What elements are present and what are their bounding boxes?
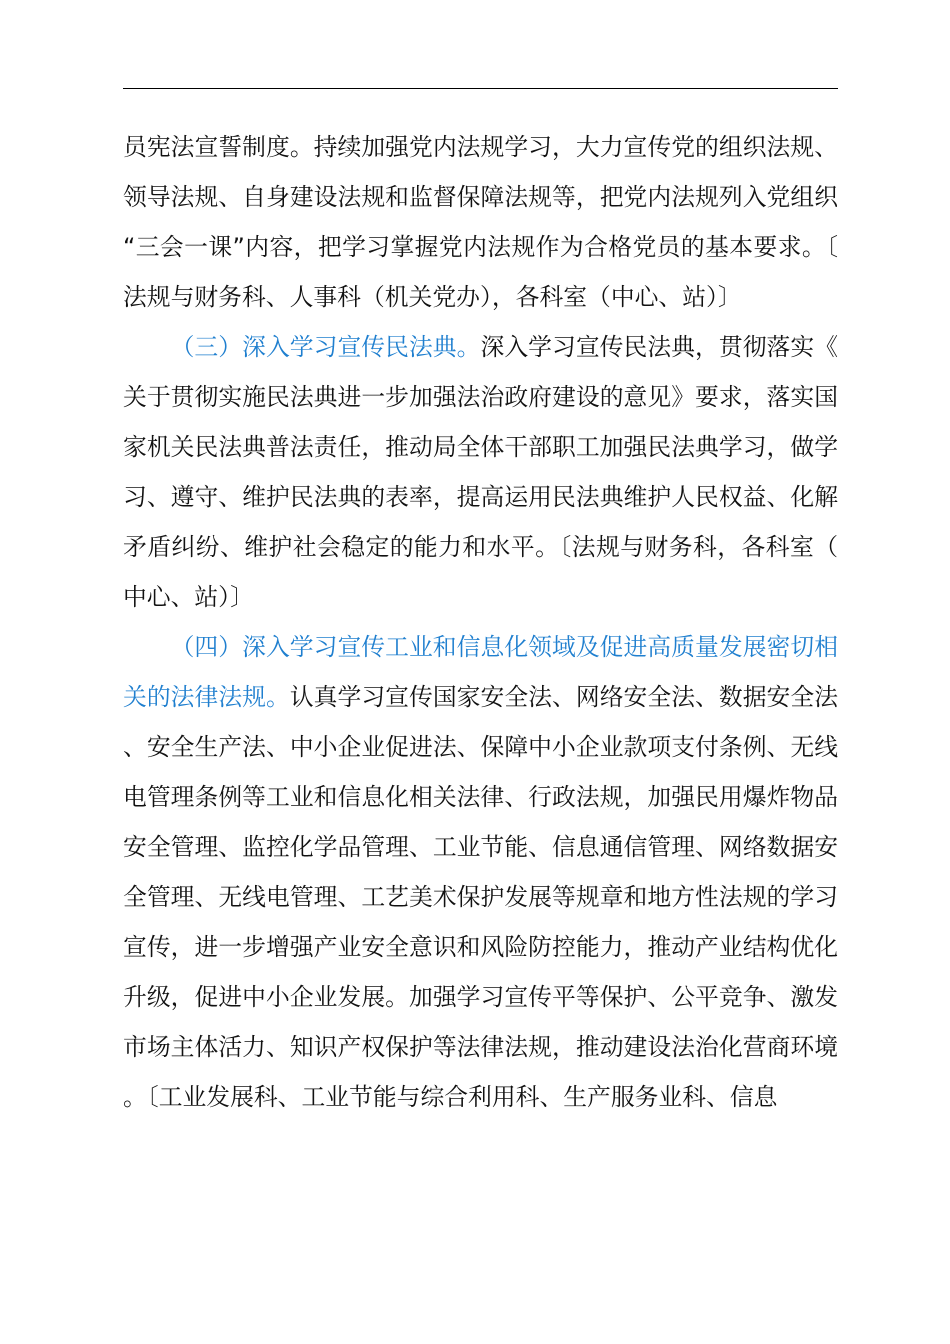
paragraph-section-4	[123, 622, 838, 1122]
paragraph-section-3	[123, 322, 838, 622]
header-rule	[123, 88, 838, 89]
paragraph-text: 员宪法宣誓制度。持续加强党内法规学习，大力宣传党的组织法规、领导法规、自身建设法规和监督保障法规等，把党内法规列入党组织“三会一课”内容，把学习掌握党内法规作为合格党员的基本要求。〔法规与财务科、人事科（机关党办），各科室（中心、站）〕	[123, 133, 838, 311]
section-heading-3: （三）深入学习宣传民法典。	[170, 333, 481, 361]
document-body	[123, 122, 838, 1122]
paragraph-text: 深入学习宣传民法典，贯彻落实《关于贯彻实施民法典进一步加强法治政府建设的意见》要求，落实国家机关民法典普法责任，推动局全体干部职工加强民法典学习，做学习、遵守、维护民法典的表率，提高运用民法典维护人民权益、化解矛盾纠纷、维护社会稳定的能力和水平。〔法规与财务科，各科室（中心、站）〕	[123, 333, 839, 611]
paragraph-continuation	[123, 122, 838, 322]
paragraph-text: 认真学习宣传国家安全法、网络安全法、数据安全法、安全生产法、中小企业促进法、保障中小企业款项支付条例、无线电管理条例等工业和信息化相关法律、行政法规，加强民用爆炸物品安全管理、监控化学品管理、工业节能、信息通信管理、网络数据安全管理、无线电管理、工艺美术保护发展等规章和地方性法规的学习宣传，进一步增强产业安全意识和风险防控能力，推动产业结构优化升级，促进中小企业发展。加强学习宣传平等保护、公平竞争、激发市场主体活力、知识产权保护等法律法规，推动建设法治化营商环境。〔工业发展科、工业节能与综合利用科、生产服务业科、信息	[123, 683, 838, 1111]
section-heading-4: （四）深入学习宣传工业和信息化领域及促进高质量发展密切相关的法律法规。	[123, 633, 838, 711]
